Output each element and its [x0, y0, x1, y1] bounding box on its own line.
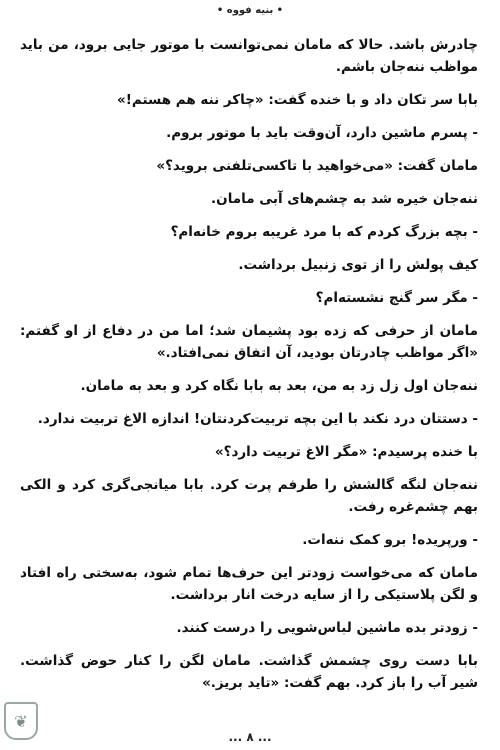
paragraph: ننه‌جان لنگه گالشش را طرفم پرت کرد. بابا میانجی‌گری کرد و الکی بهم چشم‌غره رفت.: [20, 477, 478, 515]
paragraph: مامان از حرفی که زده بود پشیمان شد؛ اما من در دفاع از او گفتم: «اگر مواظب چادرتان بودید، آن اتفاق نمی‌افتاد.»: [20, 323, 478, 361]
paragraph: - مگر سر گنج نشسته‌ام؟: [315, 290, 478, 306]
paragraph: ننه‌جان خیره شد به چشم‌های آبی مامان.: [211, 191, 478, 207]
paragraph: مامان که می‌خواست زودتر این حرف‌ها تمام شود، به‌سختی راه افتاد و لگن پلاستیکی را از سایه درخت انار برداشت.: [20, 565, 478, 603]
running-header: • بنیه فووه •: [216, 5, 284, 16]
paragraph: مامان گفت: «می‌خواهید با تاکسی‌تلفنی بروید؟»: [156, 158, 478, 174]
page-number: ... ۸ ...: [228, 730, 272, 744]
paragraph: - پسرم ماشین دارد، آن‌وقت باید با موتور بروم.: [166, 125, 478, 141]
paragraph: بابا سر تکان داد و با خنده گفت: «چاکر ننه هم هستم!»: [117, 92, 478, 108]
paragraph: - زودتر بده ماشین لباس‌شویی را درست کنند.: [176, 620, 478, 636]
paragraph: بابا دست روی چشمش گذاشت. مامان لگن را کنار حوض گذاشت. شیر آب را باز کرد. بهم گفت: «تاید بریز.»: [20, 653, 478, 691]
paragraph: با خنده پرسیدم: «مگر الاغ تربیت دارد؟»: [214, 444, 478, 460]
paragraph: - ورپریده! برو کمک ننه‌ات.: [302, 532, 478, 548]
library-seal-icon: ❦: [4, 702, 38, 740]
paragraph: چادرش باشد. حالا که مامان نمی‌توانست با موتور جایی برود، من باید مواظب ننه‌جان باشم.: [20, 37, 478, 75]
paragraph: ننه‌جان اول زل زد به من، بعد به بابا نگاه کرد و بعد به مامان.: [80, 378, 478, 394]
paragraph: - دستتان درد نکند با این بچه تربیت‌کردنتان! اندازه الاغ تربیت ندارد.: [37, 411, 478, 427]
story-text: [20, 34, 478, 705]
paragraph: - بچه بزرگ کردم که با مرد غریبه بروم خانه‌ام؟: [170, 224, 478, 240]
paragraph: کیف پولش را از توی زنبیل برداشت.: [238, 257, 478, 273]
